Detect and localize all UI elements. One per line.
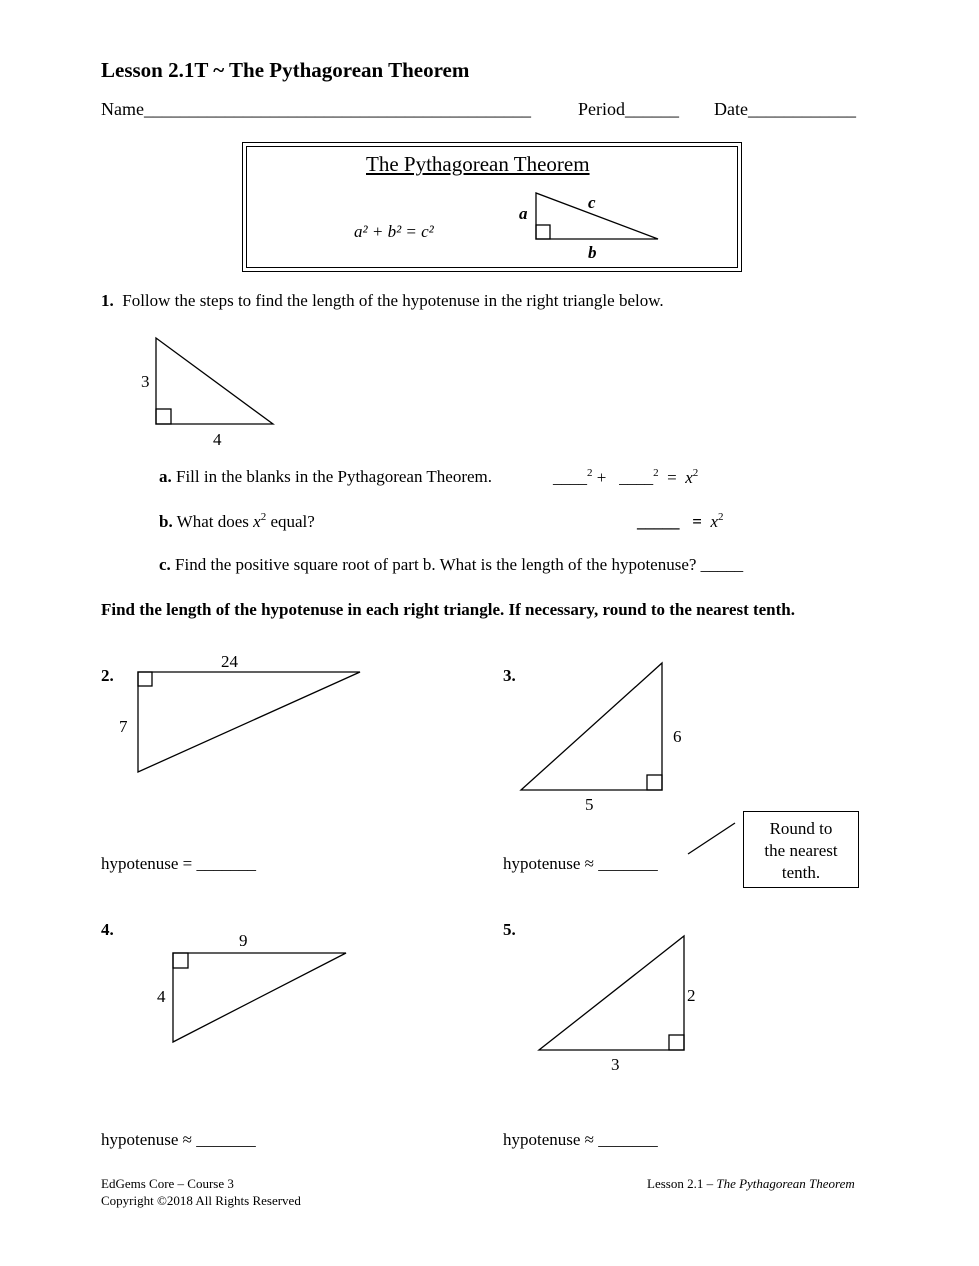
theorem-right-angle xyxy=(536,225,550,239)
page-title: Lesson 2.1T ~ The Pythagorean Theorem xyxy=(101,58,470,82)
footer-course: EdGems Core – Course 3 xyxy=(101,1176,234,1191)
problem-3-triangle xyxy=(521,663,662,790)
period-field[interactable]: Period______ xyxy=(578,99,679,119)
theorem-label-a: a xyxy=(519,204,528,223)
problem-2-answer[interactable]: hypotenuse = _______ xyxy=(101,854,257,873)
q1a-label: a. xyxy=(159,467,172,486)
q1-triangle xyxy=(156,338,273,424)
round-note-callout: Round to the nearest tenth. xyxy=(743,811,859,888)
problem-2-triangle xyxy=(138,672,360,772)
problem-2-number: 2. xyxy=(101,666,114,685)
problem-5-right-angle xyxy=(669,1035,684,1050)
instructions: Find the length of the hypotenuse in each right triangle. If necessary, round to the nearest tenth. xyxy=(101,600,796,619)
q1c-label: c. xyxy=(159,555,171,574)
footer-lesson: Lesson 2.1 – The Pythagorean Theorem xyxy=(647,1176,855,1191)
q1a-equation: ____$^2$ + ____$^2$ = $x^2$ xyxy=(553,467,699,487)
q1a-blank-1[interactable]: ____ xyxy=(553,468,587,487)
round-note-leader xyxy=(688,823,735,854)
q1-prompt: Follow the steps to find the length of the hypotenuse in the right triangle below. xyxy=(122,291,664,310)
problem-3-number: 3. xyxy=(503,666,516,685)
theorem-triangle xyxy=(536,193,658,239)
problem-3-bottom-label: 5 xyxy=(585,795,594,814)
q1a-text: Fill in the blanks in the Pythagorean Theorem. xyxy=(176,467,493,486)
q1c-text: Find the positive square root of part b. What is the length of the hypotenuse? _____ xyxy=(175,555,744,574)
name-field[interactable]: Name___________________________________________ xyxy=(101,99,531,119)
theorem-label-c: c xyxy=(588,193,596,212)
date-field[interactable]: Date____________ xyxy=(714,99,856,119)
problem-2-side-label: 7 xyxy=(119,717,128,736)
problem-4-side-label: 4 xyxy=(157,987,166,1006)
q1-leg-horizontal: 4 xyxy=(213,430,222,449)
problem-4-top-label: 9 xyxy=(239,931,248,950)
q1a-blank-2[interactable]: ____ xyxy=(619,468,654,487)
problem-4-number: 4. xyxy=(101,920,114,939)
problem-3-answer[interactable]: hypotenuse ≈ _______ xyxy=(503,854,658,873)
problem-3-right-angle xyxy=(647,775,662,790)
problem-2-right-angle xyxy=(138,672,152,686)
q1b-equation: _____ = $x^2$ xyxy=(637,511,724,531)
theorem-label-b: b xyxy=(588,243,597,262)
problem-5-number: 5. xyxy=(503,920,516,939)
problem-4-triangle xyxy=(173,953,346,1042)
problem-3-side-label: 6 xyxy=(673,727,682,746)
theorem-title: The Pythagorean Theorem xyxy=(366,152,590,176)
footer-copyright: Copyright ©2018 All Rights Reserved xyxy=(101,1193,301,1208)
q1-number: 1. xyxy=(101,291,114,310)
problem-4-answer[interactable]: hypotenuse ≈ _______ xyxy=(101,1130,256,1149)
q1-leg-vertical: 3 xyxy=(141,372,150,391)
problem-5-answer[interactable]: hypotenuse ≈ _______ xyxy=(503,1130,658,1149)
problem-4-right-angle xyxy=(173,953,188,968)
problem-2-top-label: 24 xyxy=(221,652,238,671)
problem-5-side-label: 2 xyxy=(687,986,696,1005)
problem-5-triangle xyxy=(539,936,684,1050)
q1b-label: b. xyxy=(159,512,173,531)
q1b-blank[interactable]: _____ xyxy=(637,512,680,531)
q1-right-angle xyxy=(156,409,171,424)
problem-5-bottom-label: 3 xyxy=(611,1055,620,1074)
theorem-formula: a² + b² = c² xyxy=(354,222,434,241)
